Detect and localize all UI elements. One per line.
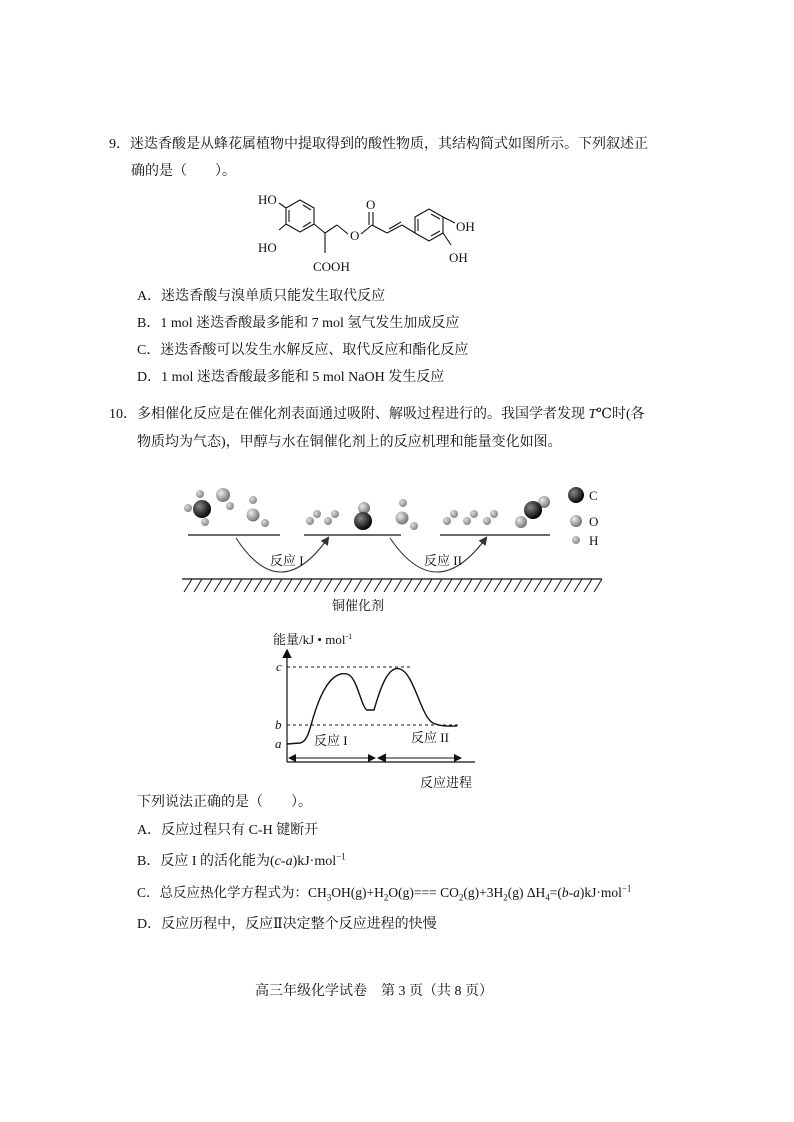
label-cooh: COOH — [313, 259, 350, 274]
mechanism-diagram — [178, 478, 618, 618]
level-c: c — [276, 659, 282, 674]
svg-text:O: O — [589, 514, 599, 529]
q10-option-b: B．反应 I 的活化能为(c-a)kJ·mol$^{-1}$ — [137, 851, 346, 869]
q9-option-a: A．迷迭香酸与溴单质只能发生取代反应 — [137, 289, 386, 304]
level-b: b — [275, 717, 282, 732]
q10-prompt: 下列说法正确的是（ ）。 — [137, 795, 312, 810]
level-a: a — [275, 736, 282, 751]
rosmarinic-acid-structure — [255, 187, 505, 279]
label-ho-top: HO — [258, 192, 277, 207]
q10-option-d: D．反应历程中，反应Ⅱ决定整个反应进程的快慢 — [137, 917, 437, 932]
stage1-label: 反应 I — [314, 733, 348, 748]
label-ho-bottom: HO — [258, 240, 277, 255]
atom-legend — [568, 487, 598, 548]
hydrogen-molecules — [443, 510, 498, 525]
label-carbonyl-o: O — [366, 197, 376, 212]
energy-xlabel: 反应进程 — [420, 775, 473, 790]
label-ester-o: O — [350, 228, 360, 243]
q10-option-a: A．反应过程只有 C-H 键断开 — [137, 823, 319, 838]
stage2-label: 反应 II — [411, 730, 449, 745]
reaction1-label: 反应 I — [270, 553, 304, 568]
water-molecule — [247, 496, 270, 527]
q10-option-c: C．总反应热化学方程式为：$CH_3OH(g)+H_2O(g)=== CO_2(g)+3H_2(g)$ $\Delta H_4=(b-a)kJ\cdot mol^{-1}$ — [137, 883, 632, 903]
q9-option-d: D．1 mol 迷迭香酸最多能和 5 mol NaOH 发生反应 — [137, 370, 445, 385]
label-oh-right: OH — [456, 219, 475, 234]
q9-option-c: C．迷迭香酸可以发生水解反应、取代反应和酯化反应 — [137, 343, 469, 358]
q9-stem-line2: 确的是（ ）。 — [131, 164, 236, 179]
q9-stem-line1: 9．迷迭香酸是从蜂花属植物中提取得到的酸性物质，其结构简式如图所示。下列叙述正 — [109, 137, 648, 152]
catalyst-label: 铜催化剂 — [332, 598, 385, 613]
q10-stem-line2: 物质均为气态)，甲醇与水在铜催化剂上的反应机理和能量变化如图。 — [137, 435, 562, 450]
svg-text:H: H — [589, 533, 599, 548]
q10-stem-line1: 10．多相催化反应是在催化剂表面通过吸附、解吸过程进行的。我国学者发现 T℃时(各 — [109, 407, 645, 422]
svg-text:C: C — [589, 488, 598, 503]
label-oh-bottom: OH — [449, 250, 468, 265]
water-molecule — [396, 499, 419, 530]
energy-ylabel: 能量/kJ • mol$^{-1}$ — [273, 632, 353, 647]
energy-diagram — [270, 627, 485, 793]
carbon-monoxide-molecule — [354, 502, 372, 530]
methanol-molecule — [184, 488, 234, 526]
carbon-dioxide-molecule — [515, 496, 550, 528]
hydrogen-molecules — [306, 510, 339, 525]
page-footer: 高三年级化学试卷 第 3 页（共 8 页） — [255, 984, 493, 999]
reaction2-label: 反应 II — [424, 553, 462, 568]
q9-option-b: B．1 mol 迷迭香酸最多能和 7 mol 氢气发生加成反应 — [137, 316, 460, 331]
